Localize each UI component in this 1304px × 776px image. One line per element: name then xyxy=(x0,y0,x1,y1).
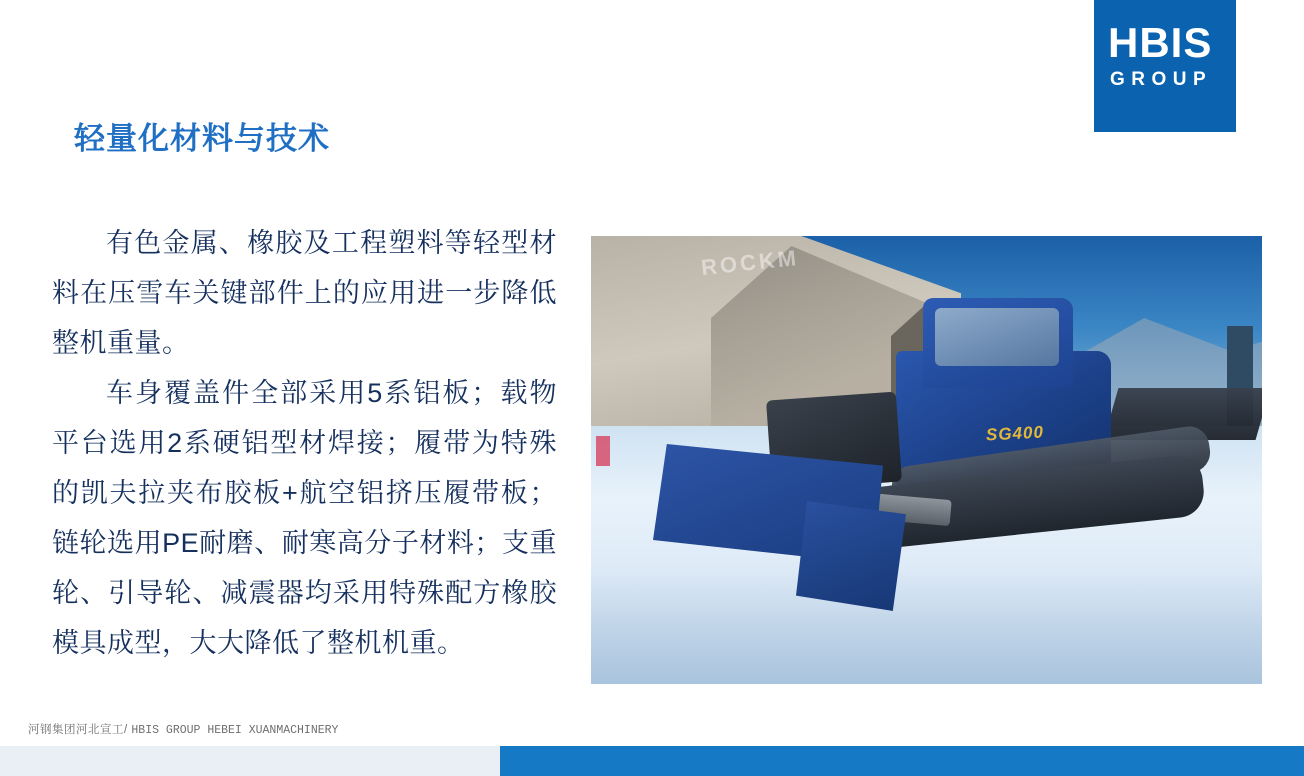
photo-snow-shadow xyxy=(591,566,1262,684)
footer-bar-left xyxy=(0,746,500,776)
body-paragraph-1: 有色金属、橡胶及工程塑料等轻型材料在压雪车关键部件上的应用进一步降低整机重量。 xyxy=(52,228,557,358)
footer-bar-right xyxy=(500,746,1304,776)
page-title: 轻量化材料与技术 xyxy=(74,121,330,156)
hbis-logo xyxy=(1094,0,1236,132)
photo-cabin-window xyxy=(935,308,1059,366)
snow-groomer-photo xyxy=(591,236,1262,684)
body-text xyxy=(52,218,557,668)
logo-main-text: HBIS xyxy=(1108,19,1213,66)
footer-cn: 河钢集团河北宣工/ xyxy=(28,724,128,736)
photo-course-flag xyxy=(596,436,610,466)
footer xyxy=(28,721,338,737)
photo-front-blade-wing xyxy=(796,501,906,611)
photo-machine-label: SG400 xyxy=(985,422,1045,445)
photo-watermark: ROCKM xyxy=(699,244,801,281)
footer-en: HBIS GROUP HEBEI XUANMACHINERY xyxy=(131,724,339,737)
logo-sub-text: GROUP xyxy=(1110,69,1213,90)
body-paragraph-2: 车身覆盖件全部采用5系铝板；载物平台选用2系硬铝型材焊接；履带为特殊的凯夫拉夹布胶板+航空铝挤压履带板；链轮选用PE耐磨、耐寒高分子材料；支重轮、引导轮、减震器均采用特殊配方橡胶模具成型，大大降低了整机机重。 xyxy=(52,378,557,658)
